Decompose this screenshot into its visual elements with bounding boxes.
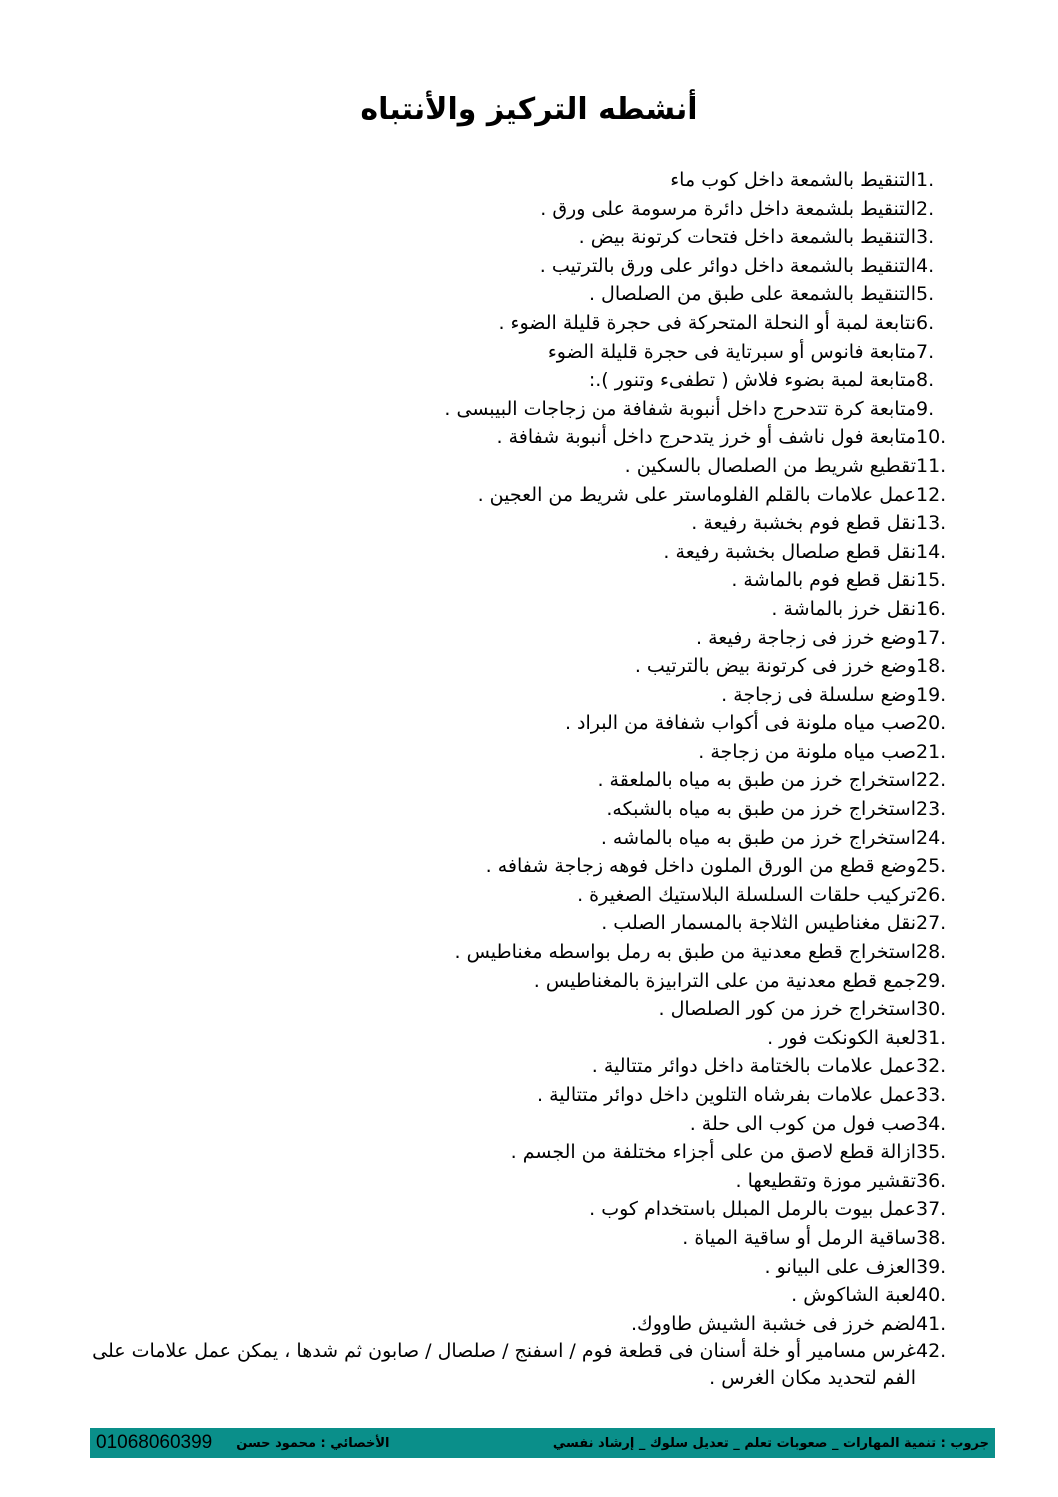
item-number: 14. xyxy=(916,540,947,563)
item-text: نقل قطع فوم بخشبة رفيعة . xyxy=(691,512,916,535)
item-text: صب مياه ملونة فى أكواب شفافة من البراد . xyxy=(564,712,916,735)
item-text: نتابعة لمبة أو النحلة المتحركة فى حجرة قليلة الضوء . xyxy=(498,311,916,334)
list-item xyxy=(88,481,948,510)
item-number: 24. xyxy=(916,826,947,849)
item-number: 25. xyxy=(916,855,947,878)
item-text: متابعة لمبة بضوء فلاش ( تطفىء وتنور ).: xyxy=(588,369,916,392)
footer-phone: 01068060399 xyxy=(96,1432,213,1453)
list-item xyxy=(88,1281,948,1310)
item-number: 40. xyxy=(916,1284,947,1307)
item-number: 12. xyxy=(916,483,947,506)
list-item xyxy=(88,1195,948,1224)
item-number: 3. xyxy=(916,226,935,249)
item-number: 9. xyxy=(916,397,935,420)
footer-bar xyxy=(90,1428,995,1458)
item-number: 4. xyxy=(916,254,935,277)
list-item xyxy=(88,1310,948,1339)
list-item xyxy=(88,824,948,853)
list-item xyxy=(88,452,948,481)
item-text: استخراج خرز من طبق به مياه بالشبكه. xyxy=(606,798,916,821)
item-number: 28. xyxy=(916,941,947,964)
footer-contact xyxy=(96,1432,390,1454)
item-text: التنقيط بالشمعة داخل كوب ماء xyxy=(670,169,916,191)
activity-list xyxy=(88,166,948,1392)
list-item xyxy=(88,881,948,910)
list-item xyxy=(88,309,948,338)
item-number: 41. xyxy=(916,1312,947,1335)
item-text: وضع سلسلة فى زجاجة . xyxy=(721,683,916,706)
item-number: 26. xyxy=(916,883,947,906)
item-text: ازالة قطع لاصق من على أجزاء مختلفة من الجسم . xyxy=(510,1141,916,1164)
item-number: 1. xyxy=(916,169,935,191)
item-text: التنقيط بالشمعة على طبق من الصلصال . xyxy=(588,283,916,306)
item-number: 42. xyxy=(916,1340,947,1363)
item-text: استخراج قطع معدنية من طبق به رمل بواسطه مغناطيس . xyxy=(454,941,916,964)
list-item xyxy=(88,595,948,624)
item-number: 8. xyxy=(916,369,935,392)
item-number: 7. xyxy=(916,340,935,363)
list-item xyxy=(88,681,948,710)
item-text: وضع خرز فى كرتونة بيض بالترتيب . xyxy=(634,655,916,678)
list-item xyxy=(88,366,948,395)
item-text: متابعة فانوس أو سبرتاية فى حجرة قليلة الضوء xyxy=(547,340,916,363)
item-text: التنقيط بالشمعة داخل دوائر على ورق بالترتيب . xyxy=(539,254,916,277)
item-number: 16. xyxy=(916,597,947,620)
item-number: 37. xyxy=(916,1198,947,1221)
item-number: 10. xyxy=(916,426,947,449)
list-item xyxy=(88,967,948,996)
item-number: 2. xyxy=(916,197,935,220)
item-text: جمع قطع معدنية من على الترابيزة بالمغناطيس . xyxy=(533,969,916,992)
list-item xyxy=(88,1138,948,1167)
item-number: 38. xyxy=(916,1226,947,1249)
item-number: 22. xyxy=(916,769,947,792)
item-number: 39. xyxy=(916,1255,947,1278)
list-item xyxy=(88,1338,948,1392)
list-item xyxy=(88,852,948,881)
list-item xyxy=(88,624,948,653)
item-text: لضم خرز فى خشبة الشيش طاووك. xyxy=(631,1312,916,1335)
item-number: 36. xyxy=(916,1169,947,1192)
list-item xyxy=(88,338,948,367)
item-text: استخراج خرز من كور الصلصال . xyxy=(658,998,916,1021)
list-item xyxy=(88,566,948,595)
item-text: لعبة الكونكت فور . xyxy=(767,1026,916,1049)
item-number: 33. xyxy=(916,1084,947,1106)
list-item xyxy=(88,509,948,538)
item-text: استخراج خرز من طبق به مياه بالملعقة . xyxy=(597,769,916,792)
list-item xyxy=(88,538,948,567)
list-item xyxy=(88,280,948,309)
item-text: عمل بيوت بالرمل المبلل باستخدام كوب . xyxy=(589,1198,916,1221)
list-item xyxy=(88,1052,948,1081)
list-item xyxy=(88,1024,948,1053)
item-number: 18. xyxy=(916,655,947,678)
list-item xyxy=(88,795,948,824)
item-text: نقل خرز بالماشة . xyxy=(771,597,916,620)
item-number: 6. xyxy=(916,311,935,334)
item-text: صب فول من كوب الى حلة . xyxy=(689,1112,916,1135)
item-text: لعبة الشاكوش . xyxy=(791,1284,916,1307)
item-number: 21. xyxy=(916,740,947,763)
list-item xyxy=(88,652,948,681)
list-item xyxy=(88,995,948,1024)
item-text: عمل علامات بفرشاه التلوين داخل دوائر متتالية . xyxy=(537,1084,916,1106)
list-item xyxy=(88,195,948,224)
item-text: التنقيط بالشمعة داخل فتحات كرتونة بيض . xyxy=(578,226,916,249)
item-text: عمل علامات بالقلم الفلوماستر على شريط من العجين . xyxy=(477,483,916,506)
footer-tagline: جروب : تنمية المهارات _ صعوبات تعلم _ تعديل سلوك _ إرشاد نفسي xyxy=(552,1435,989,1451)
list-item xyxy=(88,223,948,252)
item-number: 35. xyxy=(916,1141,947,1164)
item-number: 30. xyxy=(916,998,947,1021)
item-text: نقل مغناطيس الثلاجة بالمسمار الصلب . xyxy=(601,912,916,935)
item-text: استخراج خرز من طبق به مياه بالماشه . xyxy=(600,826,916,849)
item-text: وضع قطع من الورق الملون داخل فوهه زجاجة شفافه . xyxy=(485,855,916,878)
item-number: 15. xyxy=(916,569,947,592)
item-text: العزف على البيانو . xyxy=(764,1255,916,1278)
item-text: تقطيع شريط من الصلصال بالسكين . xyxy=(624,454,916,477)
item-number: 19. xyxy=(916,683,947,706)
item-text: تركيب حلقات السلسلة البلاستيك الصغيرة . xyxy=(577,883,916,906)
list-item xyxy=(88,252,948,281)
item-text: متابعة فول ناشف أو خرز يتدحرج داخل أنبوبة شفافة . xyxy=(496,426,916,449)
list-item xyxy=(88,1081,948,1110)
list-item xyxy=(88,738,948,767)
item-text: غرس مسامير أو خلة أسنان فى قطعة فوم / اسفنج / صلصال / صابون ثم شدها ، يمكن عمل علامات على الفم لتحديد مكان الغرس . xyxy=(92,1340,916,1390)
list-item xyxy=(88,166,948,195)
item-number: 17. xyxy=(916,626,947,649)
page-title: أنشطه التركيز والأنتباه xyxy=(360,92,698,127)
item-text: نقل قطع صلصال بخشبة رفيعة . xyxy=(663,540,916,563)
item-text: نقل قطع فوم بالماشة . xyxy=(731,569,916,592)
list-item xyxy=(88,423,948,452)
list-item xyxy=(88,766,948,795)
list-item xyxy=(88,1253,948,1282)
item-text: التنقيط بلشمعة داخل دائرة مرسومة على ورق . xyxy=(540,197,916,220)
item-number: 20. xyxy=(916,712,947,735)
item-text: ساقية الرمل أو ساقية المياة . xyxy=(682,1226,916,1249)
item-number: 32. xyxy=(916,1055,947,1078)
item-number: 31. xyxy=(916,1026,947,1049)
list-item xyxy=(88,709,948,738)
item-number: 23. xyxy=(916,798,947,821)
item-text: صب مياه ملونة من زجاجة . xyxy=(698,740,916,763)
item-number: 11. xyxy=(916,454,947,477)
item-number: 29. xyxy=(916,969,947,992)
list-item xyxy=(88,1167,948,1196)
item-number: 34. xyxy=(916,1112,947,1135)
footer-specialist: الأخصائي : محمود حسن xyxy=(236,1435,390,1451)
list-item xyxy=(88,909,948,938)
item-text: تقشير موزة وتقطيعها . xyxy=(735,1169,916,1192)
list-item xyxy=(88,1224,948,1253)
list-item xyxy=(88,938,948,967)
item-number: 27. xyxy=(916,912,947,935)
item-text: عمل علامات بالختامة داخل دوائر متتالية . xyxy=(591,1055,916,1078)
item-text: وضع خرز فى زجاجة رفيعة . xyxy=(696,626,916,649)
list-item xyxy=(88,395,948,424)
item-number: 5. xyxy=(916,283,935,306)
item-number: 13. xyxy=(916,512,947,535)
item-text: متابعة كرة تتدحرج داخل أنبوبة شفافة من زجاجات البيبسى . xyxy=(444,397,916,420)
list-item xyxy=(88,1110,948,1139)
